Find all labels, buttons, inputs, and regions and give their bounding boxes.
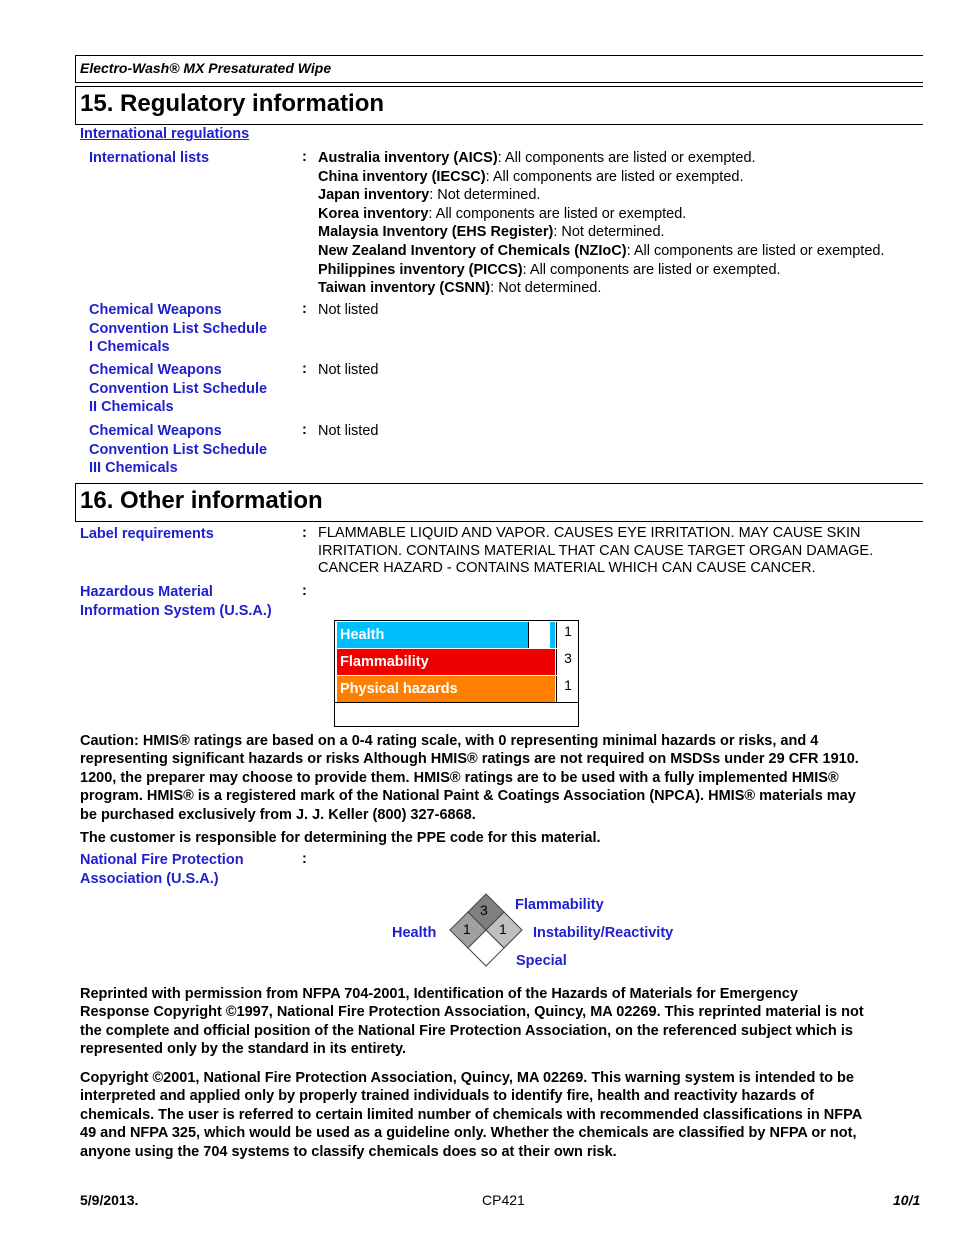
hmis-flammability-value: 3 (556, 649, 579, 675)
international-regulations-link[interactable]: International regulations (80, 126, 250, 142)
cw-schedule-3-label: Chemical Weapons Convention List Schedule III Chemicals (89, 423, 268, 477)
nfpa-label: National Fire Protection Association (U.S.A.) (80, 852, 244, 887)
hmis-flammability-row: Flammability (337, 649, 555, 675)
colon: : (302, 422, 307, 438)
international-lists-label: International lists (89, 150, 210, 166)
hmis-health-row: Health (337, 622, 528, 648)
section-15-title: 15. Regulatory information (80, 90, 385, 117)
cw-schedule-1-value: Not listed (318, 302, 379, 318)
inventory-row: Australia inventory (AICS): All components are listed or exempted. (318, 150, 756, 166)
section-16-title: 16. Other information (80, 487, 323, 514)
inventory-row: New Zealand Inventory of Chemicals (NZIoC): All components are listed or exempted. (318, 242, 885, 259)
nfpa-flammability-value: 3 (480, 902, 488, 918)
inventory-row: Malaysia Inventory (EHS Register): Not determined. (318, 224, 665, 241)
product-name: Electro-Wash® MX Presaturated Wipe (80, 60, 332, 76)
hmis-health-edge (550, 622, 555, 648)
nfpa-instability-label: Instability/Reactivity (533, 925, 674, 941)
inventory-list (318, 149, 885, 298)
colon: : (302, 525, 307, 541)
hmis-physical-value: 1 (556, 676, 579, 702)
inventory-row: China inventory (IECSC): All components are listed or exempted. (318, 168, 744, 185)
hmis-divider (335, 702, 578, 703)
footer-date: 5/9/2013. (80, 1192, 139, 1208)
nfpa-reprint-notice: Reprinted with permission from NFPA 704-2001, Identification of the Hazards of Materials for Emergency Response Copyright ©1997, National Fire Protection Association, Quincy, MA 02269. This reprinted material is not the complete and official position of the National Fire Protection Association, on the referenced subject which is represented only by the standard in its entirety. (80, 986, 864, 1058)
colon: : (302, 301, 307, 317)
colon: : (302, 149, 307, 165)
footer-code: CP421 (482, 1192, 525, 1208)
nfpa-special-label: Special (516, 953, 567, 969)
inventory-row: Taiwan inventory (CSNN): Not determined. (318, 280, 602, 297)
nfpa-flammability-label: Flammability (515, 897, 604, 913)
nfpa-health-value: 1 (463, 921, 471, 937)
colon: : (302, 361, 307, 377)
hmis-label: Hazardous Material Information System (U.S.A.) (80, 584, 272, 619)
cw-schedule-2-label: Chemical Weapons Convention List Schedule II Chemicals (89, 362, 268, 416)
ppe-note: The customer is responsible for determining the PPE code for this material. (80, 830, 601, 846)
label-requirements-label: Label requirements (80, 526, 214, 542)
hmis-health-blank (528, 622, 551, 648)
hmis-caution: Caution: HMIS® ratings are based on a 0-4 rating scale, with 0 representing minimal hazards or risks, and 4 representing significant hazards or risks Although HMIS® ratings are not required on MSDSs under 29 CFR 1910. 1200, the preparer may choose to provide them. HMIS® ratings are to be used with a fully implemented HMIS® program. HMIS® is a registered mark of the National Paint & Coatings Association (NPCA). HMIS® materials may be purchased exclusively from J. J. Keller (800) 327-6868. (80, 733, 859, 823)
nfpa-instability-value: 1 (499, 921, 507, 937)
hmis-health-value: 1 (556, 622, 579, 648)
footer-page: 10/1 (893, 1192, 921, 1208)
label-requirements-value: FLAMMABLE LIQUID AND VAPOR. CAUSES EYE IRRITATION. MAY CAUSE SKIN IRRITATION. CONTAINS MATERIAL THAT CAN CAUSE TARGET ORGAN DAMAGE. CANCER HAZARD - CONTAINS MATERIAL WHICH CAN CAUSE CANCER. (318, 525, 874, 577)
colon: : (302, 583, 307, 599)
nfpa-health-label: Health (392, 925, 437, 941)
inventory-row: Japan inventory: Not determined. (318, 187, 541, 204)
colon: : (302, 851, 307, 867)
inventory-row: Philippines inventory (PICCS): All components are listed or exempted. (318, 261, 781, 278)
cw-schedule-3-value: Not listed (318, 423, 379, 439)
inventory-row: Korea inventory: All components are listed or exempted. (318, 205, 687, 222)
cw-schedule-2-value: Not listed (318, 362, 379, 378)
nfpa-copyright-notice: Copyright ©2001, National Fire Protection Association, Quincy, MA 02269. This warning system is intended to be interpreted and applied only by properly trained individuals to identify fire, health and reactivity hazards of chemicals. The user is referred to certain limited number of chemicals with recommended classifications in NFPA 49 and NFPA 325, which would be used as a guideline only. Whether the chemicals are classified by NFPA or not, anyone using the 704 systems to classify chemicals does so at their own risk. (80, 1070, 863, 1160)
cw-schedule-1-label: Chemical Weapons Convention List Schedule I Chemicals (89, 302, 268, 356)
hmis-physical-row: Physical hazards (337, 676, 555, 702)
